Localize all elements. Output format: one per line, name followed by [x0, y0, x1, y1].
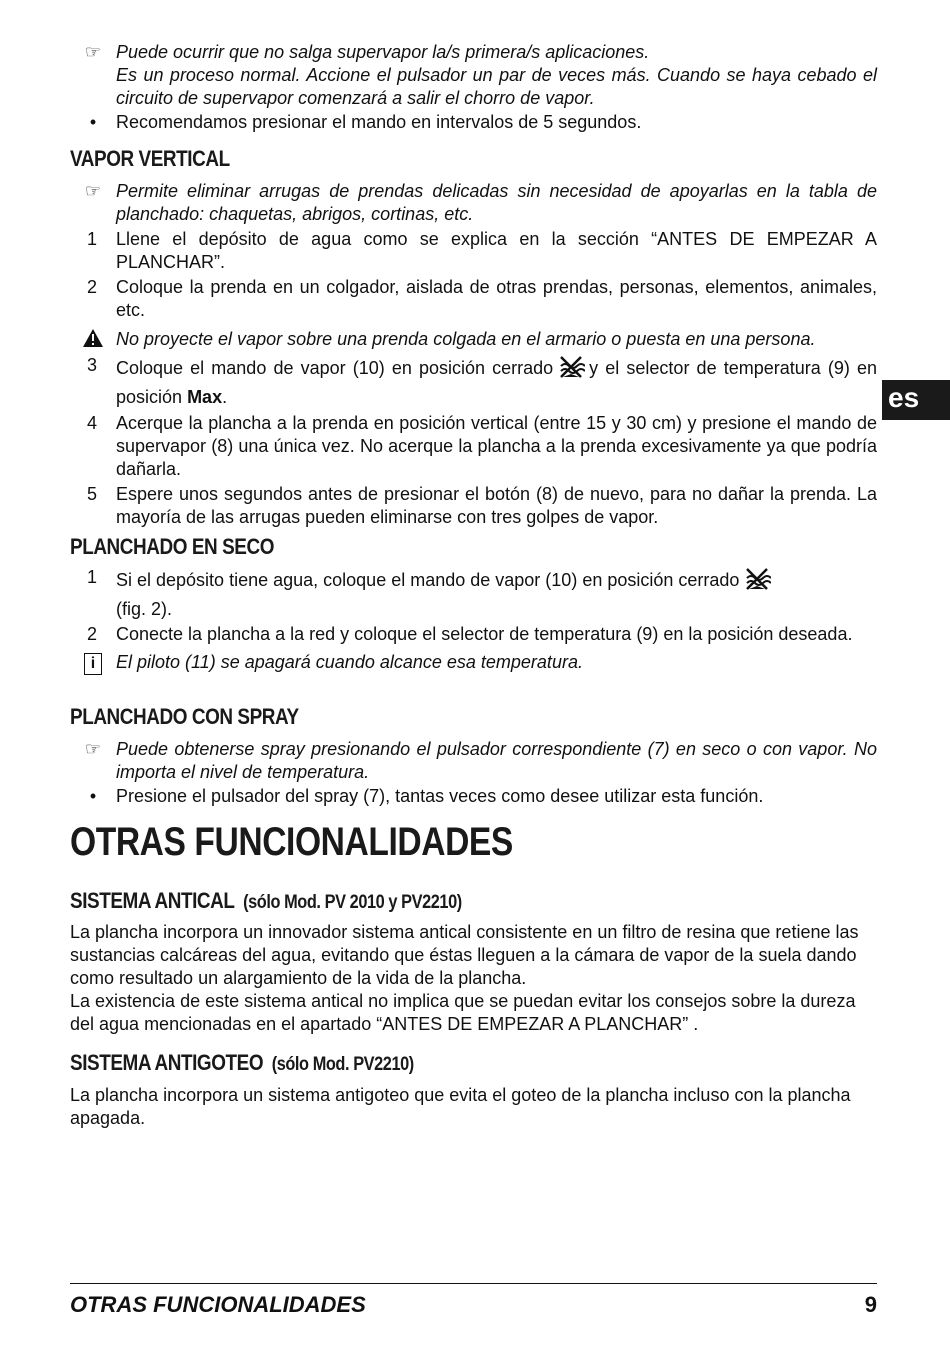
chapter-heading: OTRAS FUNCIONALIDADES	[70, 820, 513, 864]
pointing-hand-icon: ☞	[84, 739, 102, 759]
section-heading-antical	[70, 888, 462, 914]
bullet-text: Presione el pulsador del spray (7), tantas veces como desee utilizar esta función.	[116, 786, 764, 806]
footer-divider	[70, 1283, 877, 1284]
note-text: Es un proceso normal. Accione el pulsador un par de veces más. Cuando se haya cebado el circuito de supervapor comenzará a salir el chorro de vapor.	[116, 65, 877, 108]
info-text: El piloto (11) se apagará cuando alcance esa temperatura.	[116, 652, 583, 672]
warning-icon	[76, 328, 110, 354]
intro-section	[70, 41, 877, 134]
pointing-hand-icon: ☞	[84, 181, 102, 201]
step-number: 1	[86, 567, 97, 587]
note-item	[70, 180, 877, 226]
antical-subtitle: (sólo Mod. PV 2010 y PV2210)	[243, 892, 462, 913]
info-letter: i	[84, 653, 102, 675]
note-item	[70, 41, 877, 110]
step-text: .	[222, 387, 228, 407]
note-item	[70, 738, 877, 784]
step-number: 2	[86, 624, 97, 644]
step-text: Coloque la prenda en un colgador, aislada de otras prendas, personas, elementos, animales, etc.	[116, 277, 877, 320]
antigoteo-subtitle: (sólo Mod. PV2210)	[271, 1054, 414, 1075]
step-text: y el selector de temperatura (9) en posición	[116, 358, 877, 407]
section-heading-planchado-spray: PLANCHADO CON SPRAY	[70, 704, 299, 729]
body-text: La existencia de este sistema antical no implica que se puedan evitar los consejos sobre la dureza del agua mencionadas en el apartado “ANTES DE EMPEZAR A PLANCHAR” .	[70, 991, 856, 1034]
step-text: Acerque la plancha a la prenda en posición vertical (entre 15 y 30 cm) y presione el mando de supervapor (8) una única vez. No acerque la plancha a la prenda excesivamente ya que podría dañarla.	[116, 413, 877, 479]
antical-paragraph	[70, 921, 877, 1036]
step-number: 3	[86, 355, 97, 375]
antigoteo-title: SISTEMA ANTIGOTEO	[70, 1050, 264, 1075]
steam-off-icon	[743, 566, 771, 598]
warning-triangle-icon	[82, 328, 104, 348]
vapor-vertical-section	[70, 180, 877, 529]
planchado-spray-section	[70, 738, 877, 808]
body-text: La plancha incorpora un sistema antigoteo que evita el goteo de la plancha incluso con la plancha apagada.	[70, 1085, 851, 1128]
section-heading-vapor-vertical: VAPOR VERTICAL	[70, 146, 230, 171]
note-text: Permite eliminar arrugas de prendas delicadas sin necesidad de apoyarlas en la tabla de planchado: chaquetas, abrigos, cortinas, etc.	[116, 181, 877, 224]
antigoteo-paragraph	[70, 1084, 877, 1130]
language-tab: es	[882, 380, 950, 420]
step-item	[70, 623, 877, 646]
bullet-text: Recomendamos presionar el mando en intervalos de 5 segundos.	[116, 112, 642, 132]
step-item	[70, 354, 877, 409]
step-item	[70, 483, 877, 529]
note-text: Puede obtenerse spray presionando el pulsador correspondiente (7) en seco o con vapor. No importa el nivel de temperatura.	[116, 739, 877, 782]
info-item	[70, 651, 877, 674]
warning-item	[70, 328, 877, 351]
body-text: La plancha incorpora un innovador sistema antical consistente en un filtro de resina que retiene las sustancias calcáreas del agua, evitando que éstas lleguen a la cámara de vapor de la suela dando como resultado un alargamiento de la vida de la plancha.	[70, 922, 859, 988]
bullet-item	[70, 111, 877, 134]
info-icon	[76, 651, 110, 675]
antical-title: SISTEMA ANTICAL	[70, 888, 235, 913]
step-text: (fig. 2).	[116, 599, 173, 619]
section-heading-planchado-seco: PLANCHADO EN SECO	[70, 534, 274, 559]
step-number: 2	[86, 277, 97, 297]
page-number: 9	[864, 1292, 877, 1317]
step-item	[70, 566, 877, 621]
step-number: 1	[86, 229, 97, 249]
warning-text: No proyecte el vapor sobre una prenda colgada en el armario o puesta en una persona.	[116, 329, 816, 349]
step-text: Si el depósito tiene agua, coloque el mando de vapor (10) en posición cerrado	[116, 570, 740, 590]
bullet-icon: •	[89, 112, 97, 132]
planchado-seco-section	[70, 566, 877, 674]
step-text: Llene el depósito de agua como se explica en la sección “ANTES DE EMPEZAR A PLANCHAR”.	[116, 229, 877, 272]
footer-title: OTRAS FUNCIONALIDADES	[70, 1292, 366, 1317]
pointing-hand-icon: ☞	[84, 42, 102, 62]
note-text: Puede ocurrir que no salga supervapor la/s primera/s aplicaciones.	[116, 42, 650, 62]
section-heading-antigoteo	[70, 1050, 414, 1076]
step-number: 5	[86, 484, 97, 504]
steam-off-icon	[557, 354, 585, 386]
bullet-item	[70, 785, 877, 808]
step-bold-text: Max	[187, 387, 223, 407]
step-text: Coloque el mando de vapor (10) en posición cerrado	[116, 358, 554, 378]
step-item	[70, 228, 877, 274]
step-item	[70, 276, 877, 322]
step-text: Conecte la plancha a la red y coloque el selector de temperatura (9) en la posición deseada.	[116, 624, 853, 644]
bullet-icon: •	[89, 786, 97, 806]
step-number: 4	[86, 413, 97, 433]
step-item	[70, 412, 877, 481]
step-text: Espere unos segundos antes de presionar el botón (8) de nuevo, para no dañar la prenda. La mayoría de las arrugas pueden eliminarse con tres golpes de vapor.	[116, 484, 877, 527]
